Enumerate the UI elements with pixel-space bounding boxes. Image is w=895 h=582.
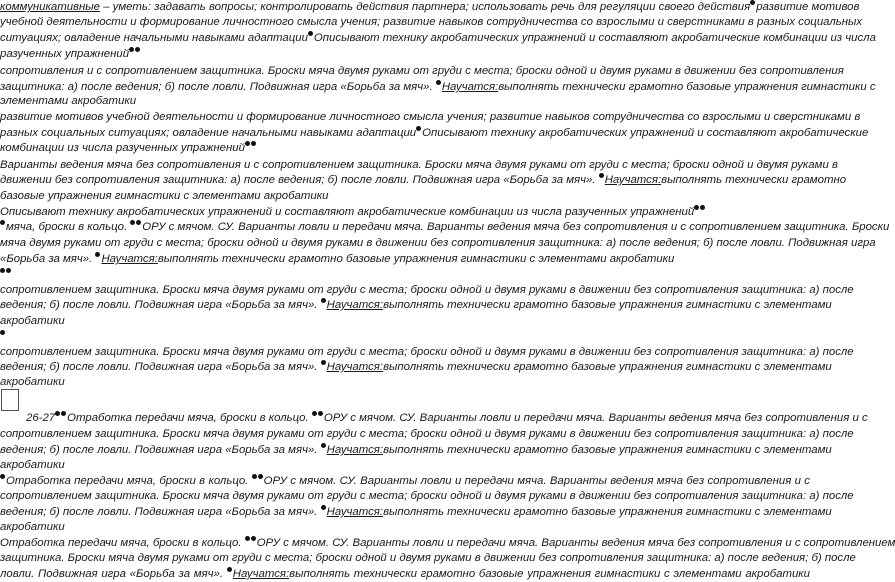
- bullet-icon: [245, 536, 250, 541]
- text-segment: базовые упражнения гимнастики с элементами акробатики: [0, 190, 329, 202]
- bullet-icon: [318, 411, 323, 416]
- bullet-icon: [61, 411, 66, 416]
- text-line: [0, 252, 674, 267]
- text-line: [0, 283, 854, 298]
- bullet-icon: [251, 141, 256, 146]
- text-segment: защитника: а) после ведения; б) после ловли. Подвижная игра «Борьба за мяч».: [0, 81, 436, 93]
- text-line: [0, 94, 136, 109]
- text-segment: акробатики: [0, 376, 65, 388]
- text-line: [0, 345, 854, 360]
- bullet-icon: [321, 443, 326, 448]
- underlined-label: коммуникативные: [0, 1, 100, 13]
- underlined-label: Научатся:: [326, 299, 384, 311]
- text-segment: учебной деятельности и формирование личностного смысла учения; развитие навыков сотрудничества со взрослыми и сверстниками в разных социальных: [0, 16, 863, 28]
- text-segment: выполнять технически грамотно базовые упражнения гимнастики с элементами: [383, 444, 832, 456]
- text-segment: выполнять технически грамотно базовые упражнения гимнастики с элементами акробатики: [157, 253, 675, 265]
- empty-table-cell: [1, 389, 19, 411]
- bullet-icon: [0, 474, 5, 479]
- text-segment: ведения; б) после ловли. Подвижная игра «Борьба за мяч».: [0, 299, 321, 311]
- text-segment: ловли. Подвижная игра «Борьба за мяч».: [0, 568, 227, 580]
- bullet-icon: [135, 47, 140, 52]
- text-segment: выполнять технически грамотно базовые упражнения гимнастики с: [498, 81, 876, 93]
- text-line: [0, 268, 12, 283]
- text-line: [0, 551, 856, 566]
- text-line: [0, 189, 328, 204]
- text-line: [0, 474, 810, 489]
- bullet-icon: [700, 205, 705, 210]
- text-line: [0, 173, 847, 188]
- text-line: [0, 567, 810, 582]
- text-segment: элементами акробатики: [0, 95, 137, 107]
- text-segment: Описывают технику акробатических упражнений и составляют акробатические комбинации из числа: [313, 32, 876, 44]
- text-segment: ведения; б) после ловли. Подвижная игра «Борьба за мяч».: [0, 361, 321, 373]
- text-line: [0, 536, 895, 551]
- text-line: [0, 520, 65, 535]
- text-segment: Варианты ведения мяча без сопротивления и с сопротивлением защитника. Броски мяча двумя руками от груди с места; броски одной и двумя руками в: [0, 159, 838, 171]
- text-segment: ведения; б) после ловли. Подвижная игра «Борьба за мяч».: [0, 506, 321, 518]
- text-line: [0, 64, 844, 79]
- bullet-icon: [321, 298, 326, 303]
- text-segment: разученных упражнений: [0, 48, 130, 60]
- bullet-icon: [130, 220, 135, 225]
- text-segment: Отработка передачи мяча, броски в кольцо.: [6, 475, 252, 487]
- bullet-icon: [95, 252, 100, 257]
- text-line: [0, 158, 838, 173]
- text-segment: мяча двумя руками от груди с места; броски одной и двумя руками в движении без сопротивления защитника: а) после ведения; б) после ловли. Подвижная игра: [0, 237, 876, 249]
- text-line: [0, 0, 860, 15]
- bullet-icon: [55, 411, 60, 416]
- bullet-icon: [227, 567, 232, 572]
- text-line: [0, 47, 141, 62]
- bullet-icon: [129, 47, 134, 52]
- bullet-icon: [750, 0, 755, 5]
- bullet-icon: [251, 536, 256, 541]
- text-segment: ОРУ с мячом. СУ. Варианты ловли и передачи мяча. Варианты ведения мяча без сопротивления и с: [263, 475, 810, 487]
- bullet-icon: [0, 330, 5, 335]
- text-segment: сопротивлением защитника. Броски мяча двумя руками от груди с места; броски одной и двумя руками в движении без сопротивления защитника: а) после: [0, 490, 854, 502]
- text-segment: выполнять технически грамотно базовые упражнения гимнастики с элементами: [383, 361, 832, 373]
- bullet-icon: [599, 173, 604, 178]
- text-segment: ОРУ с мячом. СУ. Варианты ловли и передачи мяча. Варианты ведения мяча без сопротивления и с: [323, 412, 868, 424]
- text-line: [0, 330, 6, 345]
- text-line: [0, 126, 869, 141]
- bullet-icon: [258, 474, 263, 479]
- text-line: [0, 298, 832, 313]
- text-line: [0, 314, 65, 329]
- text-line: [0, 205, 706, 220]
- text-segment: выполнять технически грамотно базовые упражнения гимнастики с элементами: [383, 506, 832, 518]
- underlined-label: Научатся:: [441, 81, 499, 93]
- text-segment: развитие мотивов учебной деятельности и формирование личностного смысла учения; развитие навыков сотрудничества со взрослыми и сверстниками в: [0, 111, 861, 123]
- text-segment: сопротивлением защитника. Броски мяча двумя руками от груди с места; броски одной и двумя руками в движении без сопротивления защитника: а) после: [0, 428, 854, 440]
- text-segment: ведения; б) после ловли. Подвижная игра «Борьба за мяч».: [0, 444, 321, 456]
- text-segment: – уметь: задавать вопросы; контролировать действия партнера; использовать речь для регуляции своего действия: [99, 1, 751, 13]
- bullet-icon: [245, 141, 250, 146]
- text-line: [0, 360, 832, 375]
- bullet-icon: [321, 360, 326, 365]
- text-line: [0, 489, 854, 504]
- text-line: [26, 411, 868, 426]
- text-segment: выполнять технически грамотно: [661, 174, 847, 186]
- text-line: [0, 220, 890, 235]
- text-line: [0, 15, 863, 30]
- underlined-label: Научатся:: [326, 444, 384, 456]
- text-line: [0, 458, 65, 473]
- text-segment: Описывают технику акробатических упражнений и составляют акробатические комбинации из числа разученных упражнений: [0, 206, 695, 218]
- text-line: [0, 80, 876, 95]
- bullet-icon: [308, 31, 313, 36]
- bullet-icon: [252, 474, 257, 479]
- text-segment: «Борьба за мяч».: [0, 253, 96, 265]
- text-line: [0, 427, 854, 442]
- underlined-label: Научатся:: [326, 506, 384, 518]
- text-segment: акробатики: [0, 459, 65, 471]
- text-segment: выполнять технически грамотно базовые упражнения гимнастики с элементами: [383, 299, 832, 311]
- bullet-icon: [416, 126, 421, 131]
- text-segment: ОРУ с мячом. СУ. Варианты ловли и передачи мяча. Варианты ведения мяча без сопротивления и с сопротивлением: [256, 537, 895, 549]
- bullet-icon: [321, 505, 326, 510]
- text-segment: сопротивлением защитника. Броски мяча двумя руками от груди с места; броски одной и двумя руками в движении без сопротивления защитника: а) после: [0, 284, 854, 296]
- text-segment: движении без сопротивления защитника: а) после ведения; б) после ловли. Подвижная игра «Борьба за мяч».: [0, 174, 599, 186]
- text-segment: акробатики: [0, 521, 65, 533]
- text-segment: Отработка передачи мяча, броски в кольцо.: [0, 537, 245, 549]
- text-segment: мяча, броски в кольцо.: [6, 221, 131, 233]
- text-segment: ОРУ с мячом. СУ. Варианты ловли и передачи мяча. Варианты ведения мяча без сопротивления и с сопротивлением защитника. Броски: [142, 221, 890, 233]
- text-line: [0, 443, 832, 458]
- bullet-icon: [0, 220, 5, 225]
- bullet-icon: [694, 205, 699, 210]
- text-segment: выполнять технически грамотно базовые упражнения гимнастики с элементами акробатики: [289, 568, 810, 580]
- text-line: [0, 31, 876, 46]
- bullet-icon: [0, 268, 5, 273]
- bullet-icon: [136, 220, 141, 225]
- text-segment: сопротивления и с сопротивлением защитника. Броски мяча двумя руками от груди с места; броски одной и двумя руками в движении без сопротивления: [0, 65, 844, 77]
- text-segment: разных социальных ситуациях; овладение начальными навыками адаптации: [0, 127, 417, 139]
- underlined-label: Научатся:: [604, 174, 662, 186]
- text-line: [0, 236, 876, 251]
- text-segment: Описывают технику акробатических упражнений и составляют акробатические: [422, 127, 869, 139]
- text-segment: 26-27: [26, 412, 56, 424]
- underlined-label: Научатся:: [326, 361, 384, 373]
- bullet-icon: [6, 268, 11, 273]
- bullet-icon: [436, 80, 441, 85]
- text-segment: Отработка передачи мяча, броски в кольцо.: [67, 412, 312, 424]
- text-line: [0, 375, 65, 390]
- text-segment: защитника. Броски мяча двумя руками от груди с места; броски одной и двумя руками в движении без сопротивления защитника: а) после ведения; б) после: [0, 552, 856, 564]
- text-segment: акробатики: [0, 315, 65, 327]
- text-line: [0, 505, 832, 520]
- text-segment: ситуациях; овладение начальными навыками адаптации: [0, 32, 308, 44]
- text-line: [0, 110, 861, 125]
- underlined-label: Научатся:: [232, 568, 290, 580]
- text-segment: комбинации из числа разученных упражнений: [0, 142, 245, 154]
- text-segment: сопротивлением защитника. Броски мяча двумя руками от груди с места; броски одной и двумя руками в движении без сопротивления защитника: а) после: [0, 346, 854, 358]
- text-line: [0, 141, 257, 156]
- text-segment: развитие мотивов: [756, 1, 860, 13]
- bullet-icon: [312, 411, 317, 416]
- underlined-label: Научатся:: [101, 253, 158, 265]
